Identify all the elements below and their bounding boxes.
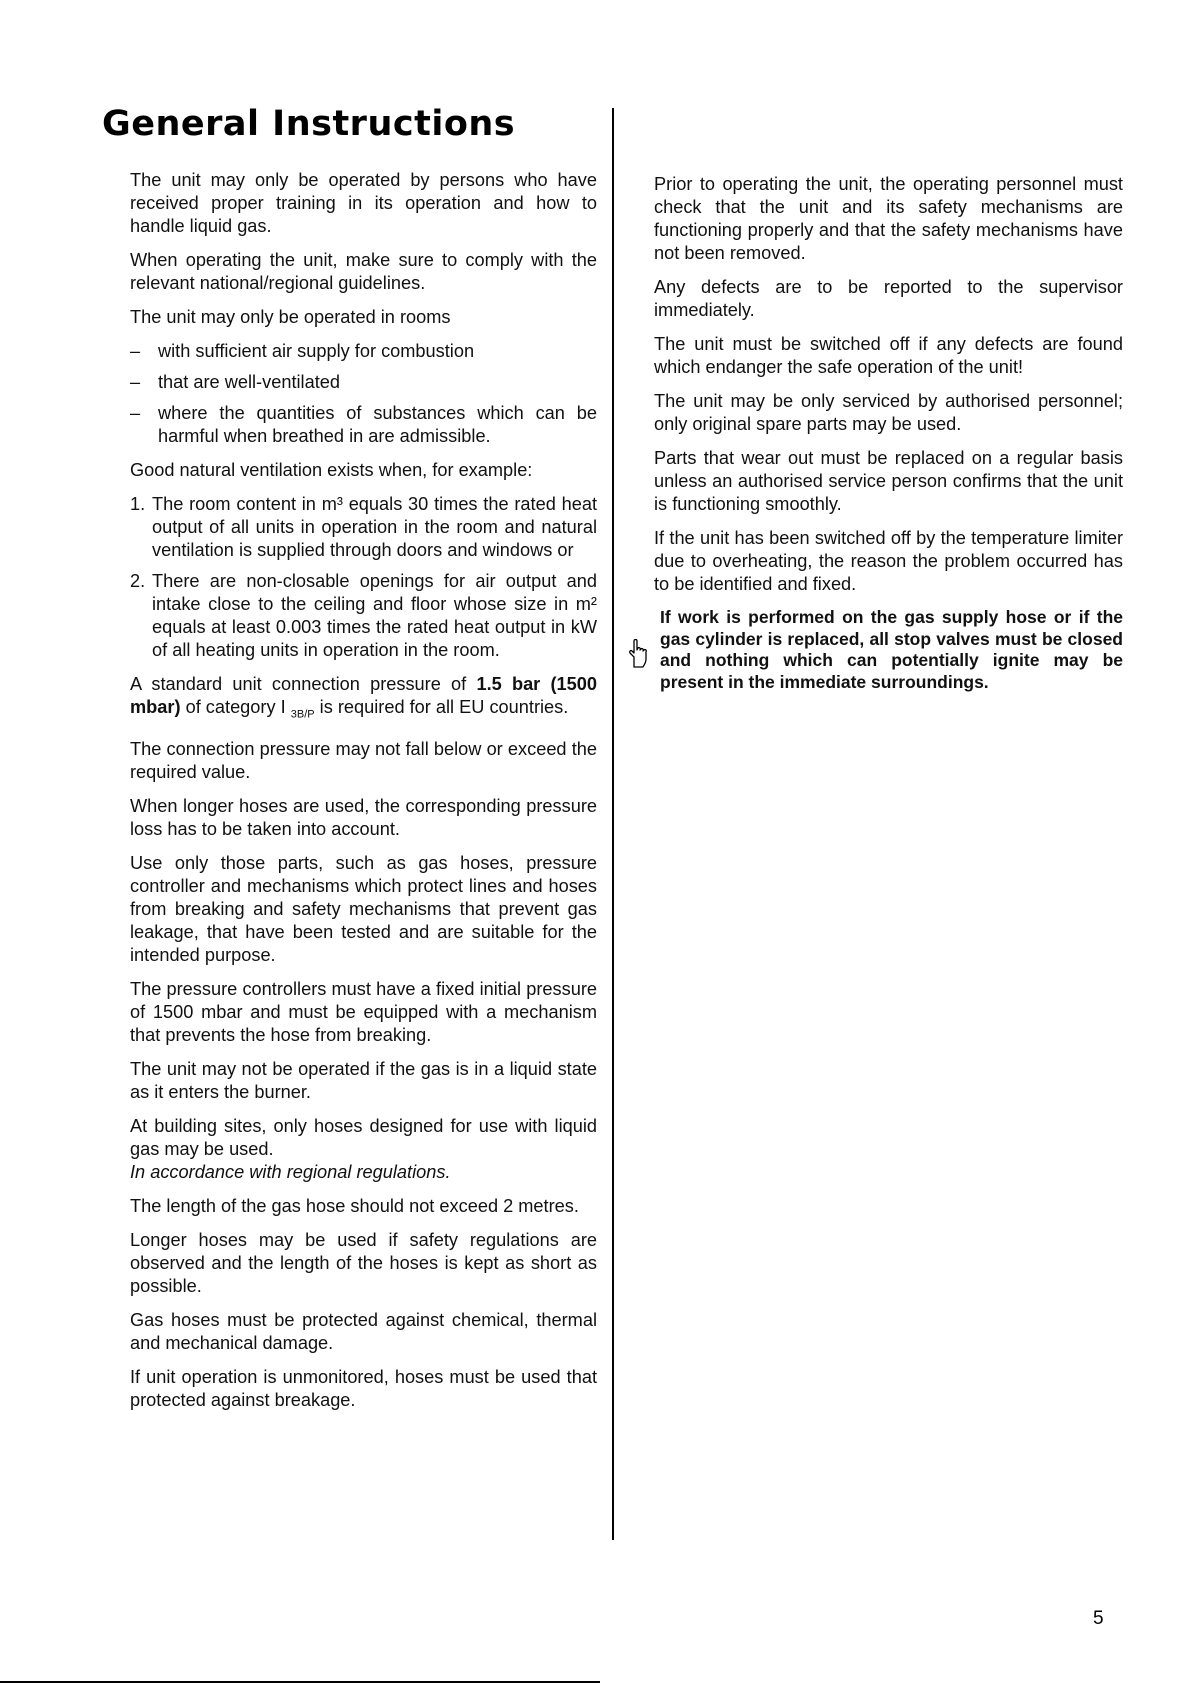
paragraph-longer-hoses: When longer hoses are used, the corresponding pressure loss has to be taken into account. [130,795,597,839]
regional-note: In accordance with regional regulations. [130,1161,451,1182]
paragraph-pressure-controllers: The pressure controllers must have a fixed initial pressure of 1500 mbar and must be equipped with a mechanism that prevents the hose from breaking. [130,978,597,1045]
paragraph-connection-pressure: A standard unit connection pressure of 1.5 bar (1500 mbar) of category I $_{3B/P}$ is required for all EU countries. [130,674,597,721]
number-mark: 2. [130,571,146,591]
list-item: 2. There are non-closable openings for air output and intake close to the ceiling and floor whose size in m² equals at least 0.003 times the rated heat output in kW of all heating units in operation in the room. [130,571,597,660]
page-heading: General Instructions [102,104,516,144]
paragraph-switch-off: The unit must be switched off if any defects are found which endanger the safe operation of the unit! [654,334,1123,377]
list-item: 1. The room content in m³ equals 30 times the rated heat output of all units in operation in the room and natural ventilation is supplied through doors and windows or [130,494,597,560]
dash-mark: – [130,372,141,392]
left-column [130,169,597,1423]
paragraph-temperature-limiter: If the unit has been switched off by the temperature limiter due to overheating, the reason the problem occurred has to be identified and fixed. [654,528,1123,594]
paragraph-rooms: The unit may only be operated in rooms [130,307,451,327]
bottom-rule [0,1681,600,1683]
right-column [654,173,1123,693]
paragraph-guidelines: When operating the unit, make sure to comply with the relevant national/regional guidelines. [130,250,597,293]
ventilation-list [130,493,597,662]
paragraph-liquid-state: The unit may not be operated if the gas is in a liquid state as it enters the burner. [130,1058,597,1102]
paragraph-wear-parts: Parts that wear out must be replaced on a regular basis unless an authorised service person confirms that the unit is functioning smoothly. [654,448,1123,514]
dash-mark: – [130,341,141,361]
paragraph-pressure-limits: The connection pressure may not fall below or exceed the required value. [130,738,597,782]
list-item: – where the quantities of substances which can be harmful when breathed in are admissible. [130,403,597,446]
pointing-hand-icon [626,637,650,669]
number-mark: 1. [130,494,146,514]
warning-note [654,607,1123,693]
list-item: – with sufficient air supply for combustion [130,341,475,361]
paragraph-building-sites: At building sites, only hoses designed for use with liquid gas may be used. In accordance with regional regulations. [130,1115,597,1182]
column-divider [612,108,614,1540]
paragraph-longer-hoses-safety: Longer hoses may be used if safety regulations are observed and the length of the hoses is kept as short as possible. [130,1229,597,1296]
paragraph-training: The unit may only be operated by persons who have received proper training in its operation and how to handle liquid gas. [130,170,597,236]
paragraph-servicing: The unit may be only serviced by authorised personnel; only original spare parts may be used. [654,391,1123,434]
paragraph-check-safety: Prior to operating the unit, the operating personnel must check that the unit and its safety mechanisms are functioning properly and that the safety mechanisms have not been removed. [654,174,1123,263]
paragraph-report-defects: Any defects are to be reported to the supervisor immediately. [654,277,1123,320]
rooms-list [130,340,597,448]
warning-text: If work is performed on the gas supply hose or if the gas cylinder is replaced, all stop valves must be closed and nothing which can potentially ignite may be present in the immediate surroundings. [660,607,1123,692]
paragraph-hose-length: The length of the gas hose should not exceed 2 metres. [130,1195,579,1216]
paragraph-unmonitored: If unit operation is unmonitored, hoses must be used that protected against breakage. [130,1366,597,1410]
paragraph-tested-parts: Use only those parts, such as gas hoses, pressure controller and mechanisms which protect lines and hoses from breaking and safety mechanisms that prevent gas leakage, that have been tested and are suitable for the intended purpose. [130,852,597,965]
paragraph-ventilation: Good natural ventilation exists when, for example: [130,460,533,480]
page-number: 5 [1093,1608,1104,1629]
list-item: – that are well-ventilated [130,372,340,392]
dash-mark: – [130,403,141,423]
paragraph-hose-protection: Gas hoses must be protected against chemical, thermal and mechanical damage. [130,1309,597,1353]
